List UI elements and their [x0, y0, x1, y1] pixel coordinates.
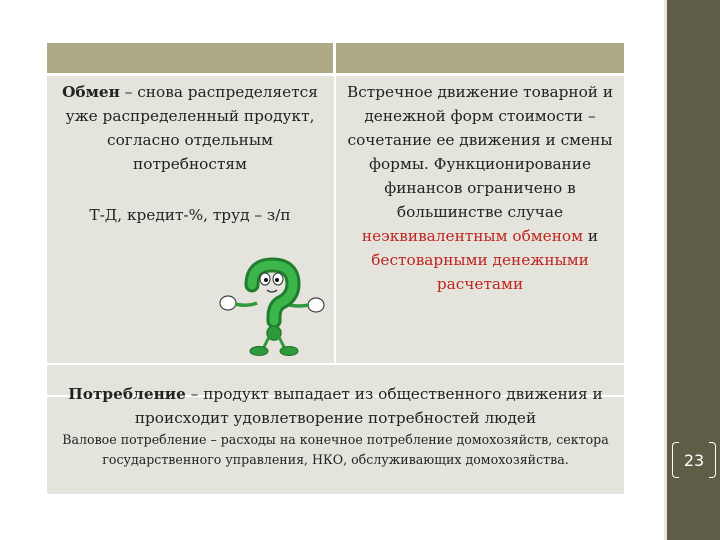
page-number: 23 [683, 450, 705, 470]
page-number-badge [672, 442, 716, 478]
exchange-formula: Т-Д, кредит-%, труд – з/п [89, 206, 291, 224]
table-header-right [336, 43, 624, 73]
question-mark-character-icon [219, 257, 325, 357]
gross-consumption-note: Валовое потребление – расходы на конечное потребление домохозяйств, сектора государственного управления, НКО, обслуживающих домохозяйства. [62, 432, 609, 467]
consumption-definition [55, 382, 616, 430]
highlight-cashless-settlements: бестоварными денежными расчетами [371, 251, 589, 293]
conjunction-text: и [583, 227, 599, 245]
content-table [47, 43, 624, 494]
highlight-nonequivalent-exchange: неэквивалентным обменом [361, 227, 584, 245]
bracket-right-icon [709, 442, 716, 478]
counter-movement-text [341, 80, 619, 296]
exchange-definition [53, 80, 327, 176]
consumption-term: Потребление [68, 385, 186, 403]
table-header-left [47, 43, 333, 73]
exchange-definition-text: – снова распределяется уже распределенный продукт, согласно отдельным потребностям [65, 83, 318, 173]
counter-movement-text-main: Встречное движение товарной и денежной форм стоимости – сочетание ее движения и смены формы. Функционирование финансов ограничено в большинстве случае [346, 83, 614, 221]
column-divider [334, 43, 336, 363]
exchange-term: Обмен [62, 83, 120, 101]
consumption-definition-text: – продукт выпадает из общественного движения и происходит удовлетворение потребностей людей [134, 385, 603, 427]
bracket-left-icon [672, 442, 679, 478]
